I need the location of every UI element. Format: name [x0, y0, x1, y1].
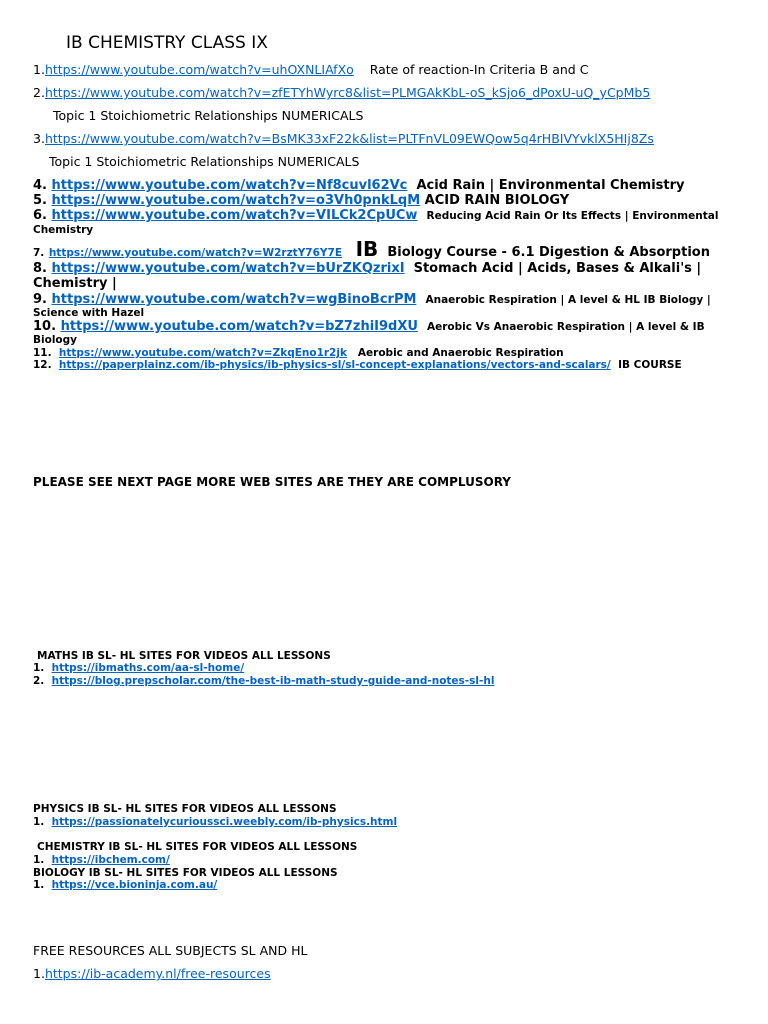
youtube-link-6[interactable]: https://www.youtube.com/watch?v=VILCk2CpUCw	[51, 208, 418, 223]
physics-link-1-row	[33, 816, 397, 828]
item-description: Biology Course - 6.1 Digestion & Absorption	[387, 245, 710, 260]
youtube-link-2[interactable]: https://www.youtube.com/watch?v=zfETYhWyrc8&list=PLMGAkKbL-oS_kSjo6_dPoxU-uQ_yCpMb5	[44, 85, 651, 100]
page-title: IB CHEMISTRY CLASS IX	[66, 33, 268, 53]
list-item-11	[33, 347, 564, 359]
passionatelycurioussci-link[interactable]: https://passionatelycurioussci.weebly.com/ib-physics.html	[51, 816, 398, 828]
list-item-8	[33, 261, 701, 276]
biology-heading: BIOLOGY IB SL- HL SITES FOR VIDEOS ALL LESSONS	[33, 867, 338, 879]
list-item-6	[33, 208, 718, 223]
item-8-continuation: Chemistry |	[33, 276, 117, 291]
item-description: Aerobic Vs Anaerobic Respiration | A level & IB	[427, 321, 705, 333]
list-item-5	[33, 193, 569, 208]
topic-note-2: Topic 1 Stoichiometric Relationships NUMERICALS	[53, 108, 364, 123]
youtube-link-9[interactable]: https://www.youtube.com/watch?v=wgBinoBcrPM	[51, 292, 417, 307]
chemistry-heading: CHEMISTRY IB SL- HL SITES FOR VIDEOS ALL LESSONS	[37, 841, 358, 853]
item-number: 11.	[33, 347, 52, 359]
list-item-3	[33, 131, 654, 146]
item-description: Anaerobic Respiration | A level & HL IB Biology |	[425, 294, 711, 306]
youtube-link-11[interactable]: https://www.youtube.com/watch?v=ZkqEno1r2jk	[58, 347, 347, 359]
list-item-1	[33, 62, 588, 77]
item-number: 12.	[33, 359, 52, 371]
list-item-10	[33, 319, 705, 334]
list-item-2	[33, 85, 650, 100]
free-resources-link-1-row	[33, 966, 271, 981]
ibmaths-link[interactable]: https://ibmaths.com/aa-sl-home/	[51, 662, 245, 674]
list-item-9	[33, 292, 711, 307]
youtube-link-5[interactable]: https://www.youtube.com/watch?v=o3Vh0pnkLqM	[51, 193, 421, 208]
item-number: 10.	[33, 319, 57, 334]
item-description: Stomach Acid | Acids, Bases & Alkali's |	[413, 261, 702, 276]
item-number: 1.	[33, 879, 45, 891]
chemistry-link-1-row	[33, 854, 170, 866]
item-description: Aerobic and Anaerobic Respiration	[357, 347, 564, 359]
list-item-4	[33, 178, 685, 193]
list-item-12	[33, 359, 682, 371]
item-description: Acid Rain | Environmental Chemistry	[416, 178, 685, 193]
item-description: IB COURSE	[618, 359, 682, 371]
youtube-link-1[interactable]: https://www.youtube.com/watch?v=uhOXNLIAfXo	[44, 62, 354, 77]
item-number: 4.	[33, 178, 47, 193]
physics-heading: PHYSICS IB SL- HL SITES FOR VIDEOS ALL LESSONS	[33, 803, 337, 815]
prepscholar-link[interactable]: https://blog.prepscholar.com/the-best-ib-math-study-guide-and-notes-sl-hl	[51, 675, 495, 687]
item-number: 5.	[33, 193, 47, 208]
youtube-link-4[interactable]: https://www.youtube.com/watch?v=Nf8cuvl62Vc	[51, 178, 408, 193]
item-number: 8.	[33, 261, 47, 276]
free-resources-heading: FREE RESOURCES ALL SUBJECTS SL AND HL	[33, 943, 308, 958]
ib-label: IB	[355, 237, 379, 261]
item-10-continuation: Biology	[33, 334, 77, 346]
item-number: 2.	[33, 675, 45, 687]
youtube-link-10[interactable]: https://www.youtube.com/watch?v=bZ7zhiI9dXU	[60, 319, 418, 334]
list-item-7	[33, 237, 710, 261]
item-6-continuation: Chemistry	[33, 224, 94, 236]
youtube-link-7[interactable]: https://www.youtube.com/watch?v=W2rztY76Y7E	[48, 247, 342, 259]
item-number: 2.	[33, 85, 45, 100]
paperplainz-link-12[interactable]: https://paperplainz.com/ib-physics/ib-physics-sl/sl-concept-explanations/vectors-and-scalars/	[58, 359, 611, 371]
item-number: 6.	[33, 208, 47, 223]
next-page-notice: PLEASE SEE NEXT PAGE MORE WEB SITES ARE THEY ARE COMPLUSORY	[33, 475, 511, 489]
youtube-link-3[interactable]: https://www.youtube.com/watch?v=BsMK33xF22k&list=PLTFnVL09EWQow5q4rHBIVYvklX5HIj8Zs	[44, 131, 654, 146]
item-number: 1.	[33, 966, 45, 981]
biology-link-1-row	[33, 879, 217, 891]
item-description: ACID RAIN BIOLOGY	[424, 193, 570, 208]
ibchem-link[interactable]: https://ibchem.com/	[51, 854, 170, 866]
youtube-link-8[interactable]: https://www.youtube.com/watch?v=bUrZKQzrixI	[51, 261, 405, 276]
item-description: Reducing Acid Rain Or Its Effects | Environmental	[426, 210, 719, 222]
item-number: 1.	[33, 662, 45, 674]
item-description: Rate of reaction-In Criteria B and C	[369, 62, 589, 77]
bioninja-link[interactable]: https://vce.bioninja.com.au/	[51, 879, 218, 891]
maths-link-2-row	[33, 675, 494, 687]
maths-heading: MATHS IB SL- HL SITES FOR VIDEOS ALL LESSONS	[37, 650, 331, 662]
item-number: 3.	[33, 131, 45, 146]
ib-academy-link[interactable]: https://ib-academy.nl/free-resources	[44, 966, 271, 981]
item-number: 7.	[33, 247, 45, 259]
item-number: 1.	[33, 816, 45, 828]
item-number: 9.	[33, 292, 47, 307]
item-number: 1.	[33, 854, 45, 866]
item-9-continuation: Science with Hazel	[33, 307, 145, 319]
item-number: 1.	[33, 62, 45, 77]
maths-link-1-row	[33, 662, 244, 674]
topic-note-3: Topic 1 Stoichiometric Relationships NUMERICALS	[49, 154, 360, 169]
